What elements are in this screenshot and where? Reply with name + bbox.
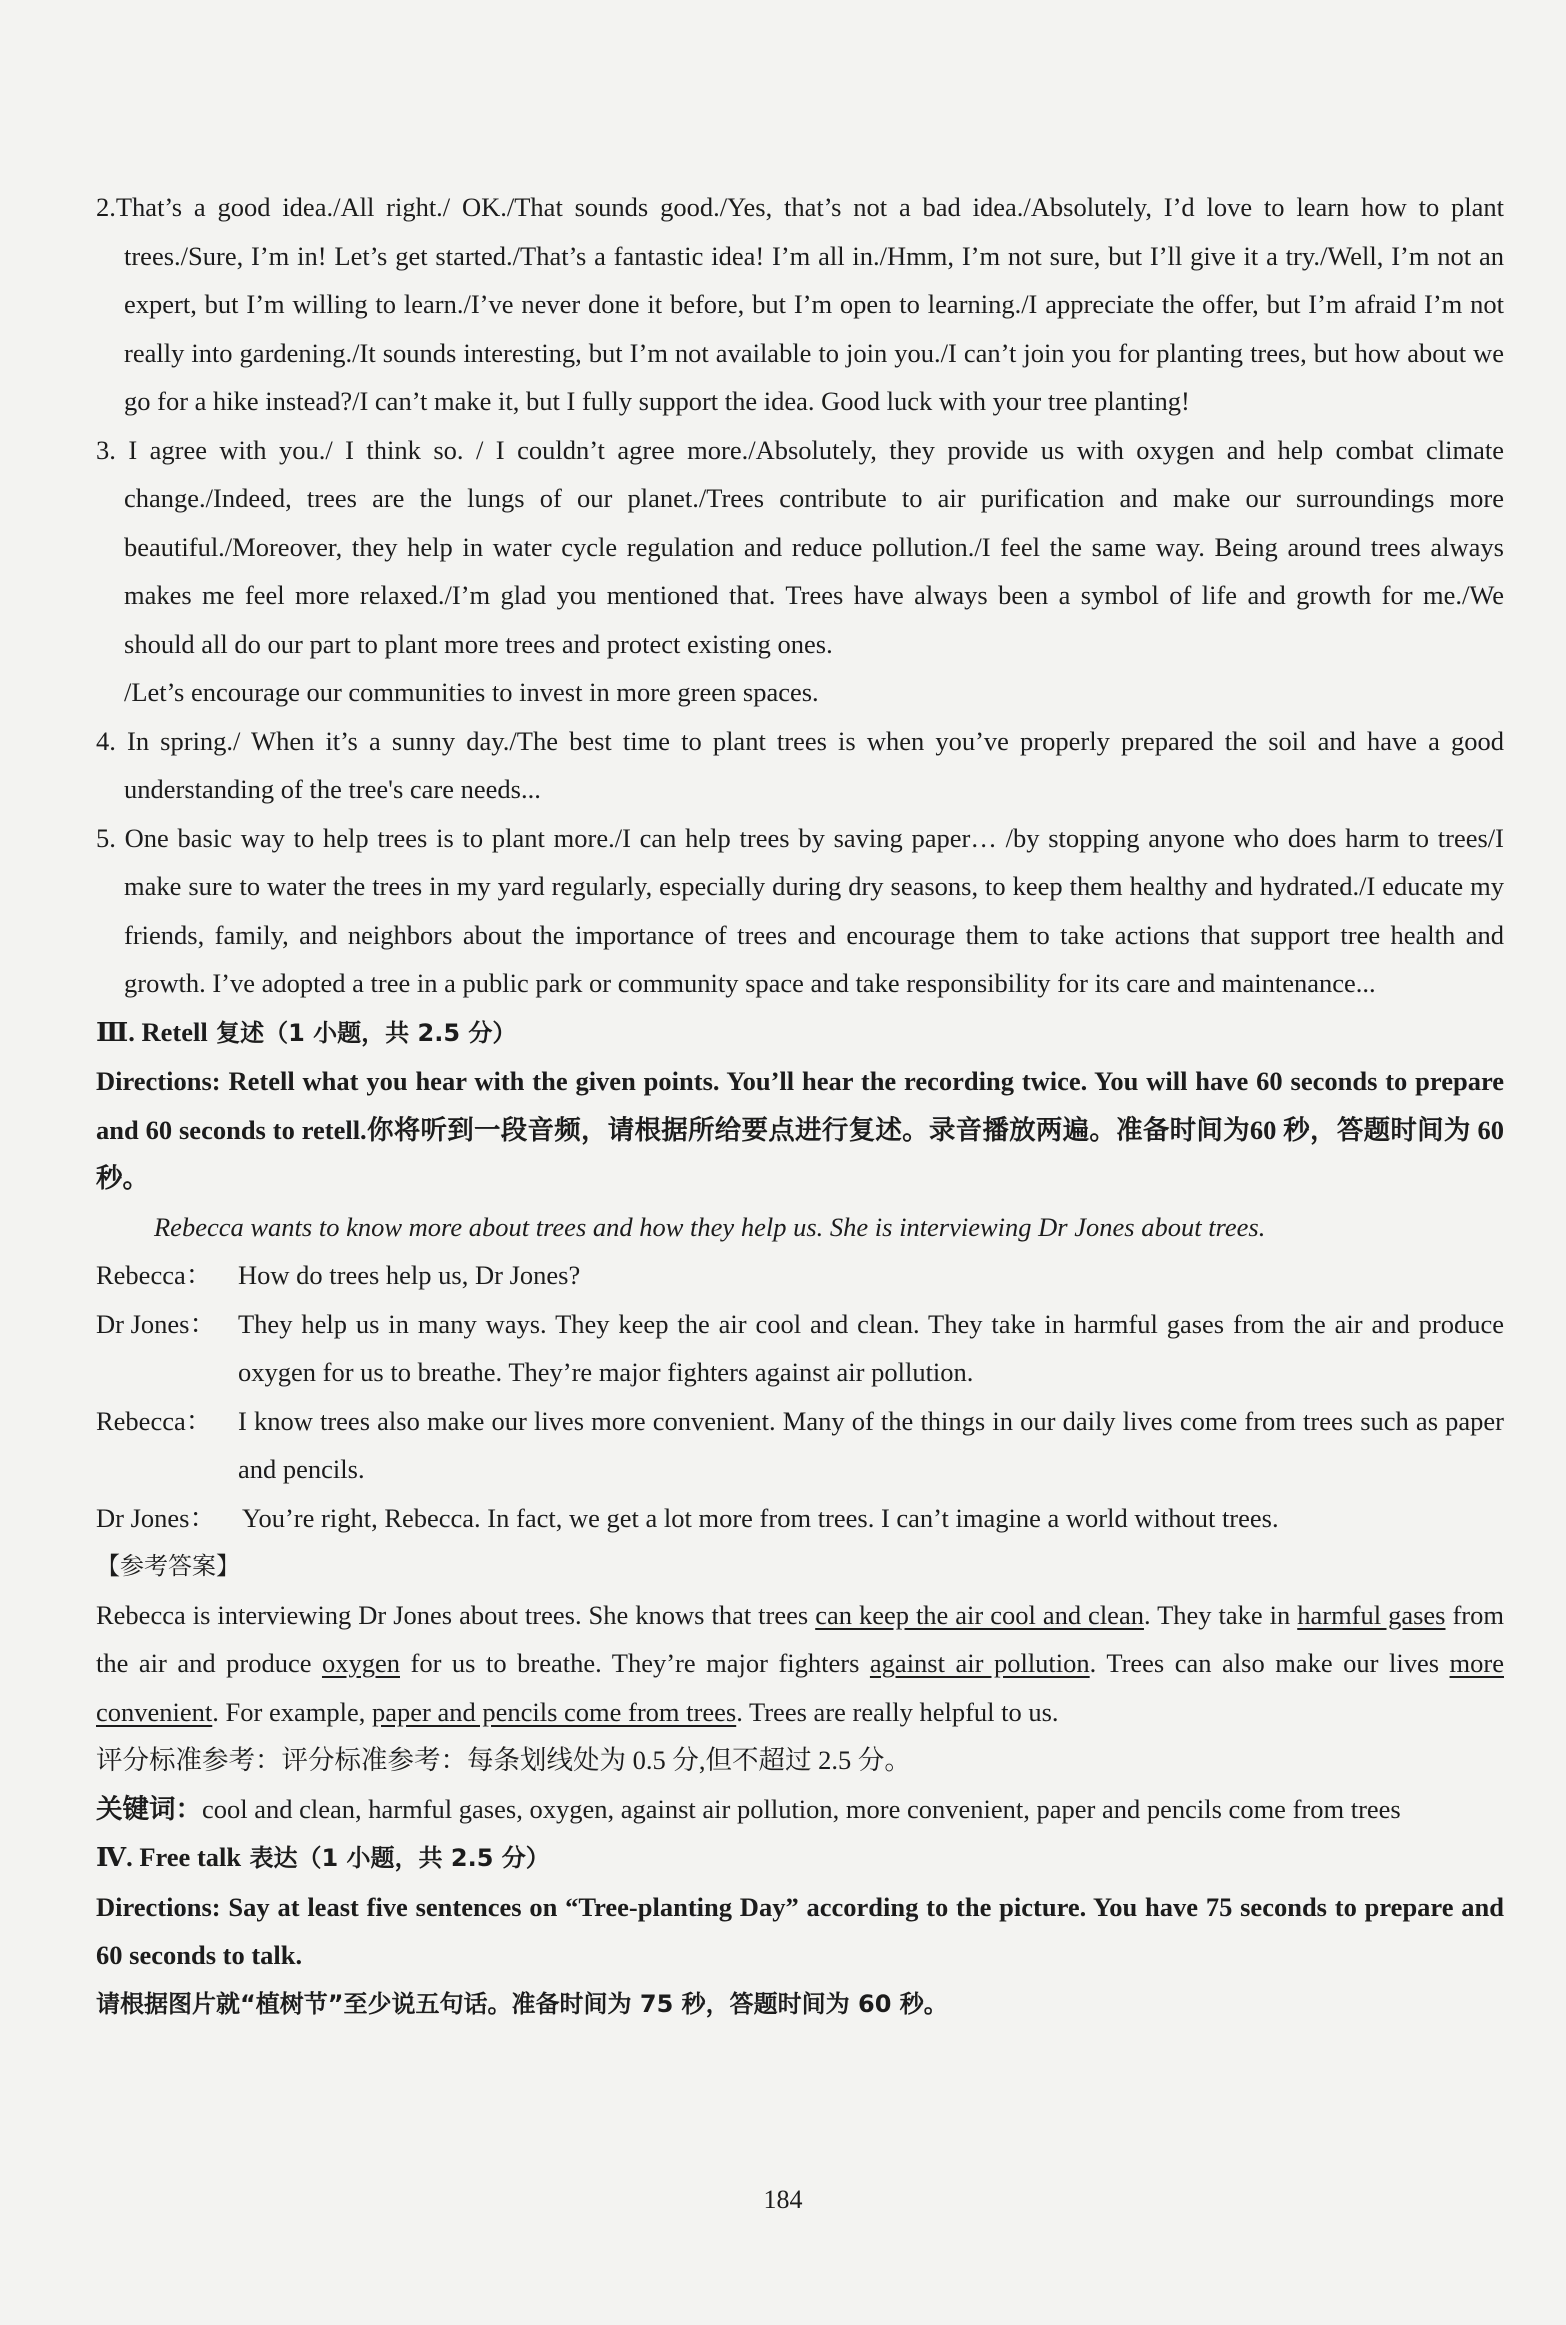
- section-heading-cn: 表达（1 小题，共 2.5 分）: [241, 1844, 550, 1872]
- answer-item-3-extra: /Let’s encourage our communities to invest in more green spaces.: [124, 677, 819, 707]
- item-number: 4.: [96, 725, 127, 756]
- item-number: 5.: [96, 822, 125, 853]
- section-4-directions-cn: 请根据图片就“植树节”至少说五句话。准备时间为 75 秒，答题时间为 60 秒。: [96, 1989, 948, 2018]
- answer-text: from the air and produce: [96, 1599, 1504, 1678]
- item-text: I agree with you./ I think so. / I couldn’t agree more./Absolutely, they provide us with oxygen and help combat climate change./Indeed, trees are the lungs of our planet./Trees contribute to air purification and make our surroundings more beautiful./Moreover, they help in water cycle regulation and reduce pollution./I feel the same way. Being around trees always makes me feel more relaxed./I’m glad you mentioned that. Trees have always been a symbol of life and growth for me./We should all do our part to plant more trees and protect existing ones.: [124, 434, 1504, 659]
- dialogue-text: How do trees help us, Dr Jones?: [238, 1260, 581, 1290]
- speaker: Dr Jones：: [96, 1308, 216, 1339]
- reference-answer-label: 【参考答案】: [96, 1552, 240, 1580]
- answer-item-2: [96, 183, 1504, 426]
- keywords-label: 关键词：: [96, 1793, 202, 1824]
- item-number: 2.: [96, 192, 116, 222]
- dialogue-line: [96, 1494, 1504, 1543]
- answer-text: Rebecca is interviewing Dr Jones about trees. She knows that trees: [96, 1599, 816, 1630]
- item-text: One basic way to help trees is to plant more./I can help trees by saving paper… /by stopping anyone who does harm to trees/I make sure to water the trees in my yard regularly, especially during dry seasons, to keep them healthy and hydrated./I educate my friends, family, and neighbors about the importance of trees and encourage them to take actions that support tree health and growth. I’ve adopted a tree in a public park or community space and take responsibility for its care and maintenance...: [124, 822, 1504, 998]
- item-text: In spring./ When it’s a sunny day./The best time to plant trees is when you’ve properly prepared the soil and have a good understanding of the tree's care needs...: [124, 725, 1505, 804]
- item-number: 3.: [96, 434, 129, 465]
- keywords: [96, 1785, 1504, 1834]
- underlined-key-point: harmful gases: [1297, 1599, 1446, 1630]
- page-content: [96, 183, 1504, 2028]
- dialogue-text: You’re right, Rebecca. In fact, we get a lot more from trees. I can’t imagine a world without trees.: [242, 1502, 1279, 1533]
- answer-text: for us to breathe. They’re major fighters: [400, 1648, 870, 1678]
- page-number: 184: [763, 2185, 803, 2214]
- underlined-key-point: can keep the air cool and clean: [815, 1599, 1144, 1630]
- speaker: Rebecca：: [96, 1405, 213, 1436]
- item-text: That’s a good idea./All right./ OK./That sounds good./Yes, that’s not a bad idea./Absolutely, I’d love to learn how to plant trees./Sure, I’m in! Let’s get started./That’s a fantastic idea! I’m all in./Hmm, I’m not sure, but I’ll give it a try./Well, I’m not an expert, but I’m willing to learn./I’ve never done it before, but I’m open to learning./I appreciate the offer, but I’m afraid I’m not really into gardening./It sounds interesting, but I’m not available to join you./I can’t join you for planting trees, but how about we go for a hike instead?/I can’t make it, but I fully support the idea. Good luck with your tree planting!: [115, 192, 1504, 416]
- reference-answer: [96, 1591, 1504, 1737]
- section-4-directions: Directions: Say at least five sentences on “Tree-planting Day” according to the picture. You have 75 seconds to prepare and 60 seconds to talk.: [96, 1891, 1504, 1970]
- answer-item-4: [96, 717, 1504, 814]
- dialogue-intro: Rebecca wants to know more about trees and how they help us. She is interviewing Dr Jones about trees.: [154, 1211, 1266, 1242]
- answer-text: . Trees can also make our lives: [1089, 1648, 1450, 1678]
- section-heading-cn: 复述（1 小题，共 2.5 分）: [207, 1018, 517, 1047]
- underlined-key-point: against air pollution: [869, 1648, 1090, 1678]
- section-3-heading: [96, 1008, 1504, 1058]
- section-4-heading: [96, 1833, 1504, 1883]
- dialogue-text: They help us in many ways. They keep the air cool and clean. They take in harmful gases from the air and produce oxygen for us to breathe. They’re major fighters against air pollution.: [238, 1308, 1504, 1387]
- dialogue-line: [96, 1397, 1504, 1494]
- dialogue-line: [96, 1300, 1504, 1397]
- speaker: Dr Jones：: [96, 1502, 216, 1533]
- scoring-note: 评分标准参考：评分标准参考：每条划线处为 0.5 分,但不超过 2.5 分。: [96, 1745, 911, 1775]
- section-heading-en: Ⅲ. Retell: [96, 1016, 208, 1047]
- answer-item-5: [96, 814, 1504, 1008]
- dialogue-text: I know trees also make our lives more convenient. Many of the things in our daily lives come from trees such as paper and pencils.: [238, 1405, 1504, 1484]
- answer-text: . Trees are really helpful to us.: [736, 1696, 1059, 1727]
- answer-text: . They take in: [1143, 1599, 1298, 1630]
- underlined-key-point: more convenient: [96, 1648, 1504, 1727]
- underlined-key-point: paper and pencils come from trees: [371, 1696, 737, 1727]
- section-heading-en: Ⅳ. Free talk: [96, 1842, 242, 1872]
- answer-text: . For example,: [212, 1696, 372, 1727]
- underlined-key-point: oxygen: [321, 1648, 400, 1678]
- speaker: Rebecca：: [96, 1260, 213, 1290]
- dialogue-line: [96, 1251, 1504, 1300]
- answer-item-3: [96, 426, 1504, 669]
- section-3-directions: Directions: Retell what you hear with the given points. You’ll hear the recording twice. You will have 60 seconds to prepare and 60 seconds to retell.你将听到一段音频，请根据所给要点进行复述。录音播放两遍。准备时间为60 秒，答题时间为 60 秒。: [96, 1066, 1504, 1193]
- keywords-text: cool and clean, harmful gases, oxygen, against air pollution, more convenient, paper and pencils come from trees: [202, 1793, 1401, 1824]
